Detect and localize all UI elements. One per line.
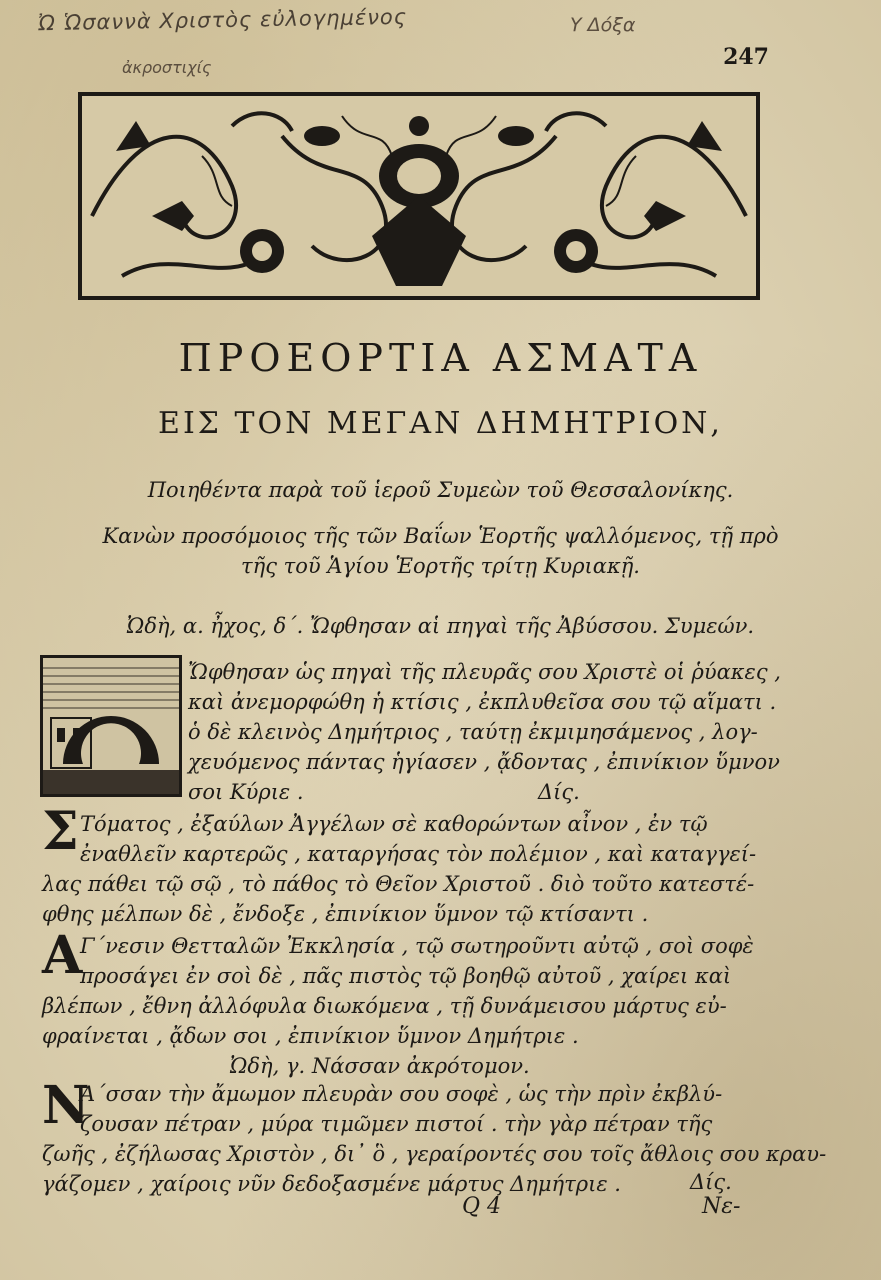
handwritten-annotation-right: Υ Δόξα bbox=[570, 14, 636, 36]
ode1-stanza3-line-2: προσάγει ἐν σοὶ δὲ , πᾶς πιστὸς τῷ βοηθῷ αὐτοῦ , χαίρει καὶ bbox=[80, 964, 732, 988]
ode1-stanza3-line-3: βλέπων , ἔθνη ἀλλόφυλα διωκόμενα , τῇ δυνάμεισου μάρτυς εὐ- bbox=[42, 994, 727, 1018]
intro-line-2: Κανὼν προσόμοιος τῆς τῶν Βαΐων Ἑορτῆς ψαλλόμενος, τῇ πρὸ bbox=[102, 524, 779, 548]
signature-mark: Q 4 bbox=[462, 1194, 502, 1219]
ode1-stanza3-initial: Α bbox=[42, 925, 83, 986]
ode3-stanza1-line-1: Α΄σσαν τὴν ἄμωμον πλευρὰν σου σοφὲ , ὡς τὴν πρὶν ἐκβλύ- bbox=[80, 1082, 723, 1106]
page-title: ΠΡΟΕΟΡΤΙΑ ΑΣΜΑΤΑ bbox=[178, 336, 703, 380]
ode1-stanza2-initial: Σ bbox=[42, 801, 79, 862]
ode1-stanza1-line-2: καὶ ἀνεμορφώθη ἡ κτίσις , ἐκπλυθεῖσα σου τῷ αἵματι . bbox=[188, 690, 777, 714]
drop-cap bbox=[40, 655, 182, 797]
ode3-stanza1-line-4: γάζομεν , χαίροις νῦν δεδοξασμένε μάρτυς Δημήτριε . bbox=[42, 1172, 621, 1196]
ode1-stanza1-line-1: Ὤφθησαν ὡς πηγαὶ τῆς πλευρᾶς σου Χριστὲ οἱ ῥύακες , bbox=[188, 660, 781, 684]
floral-ornament-icon bbox=[82, 96, 756, 296]
ode1-stanza3-line-1: Γ΄νεσιν Θετταλῶν Ἐκκλησία , τῷ σωτηροῦντι αὐτῷ , σοὶ σοφὲ bbox=[80, 934, 754, 958]
ode1-stanza1-line-5: σοι Κύριε . bbox=[188, 780, 304, 804]
intro-line-1: Ποιηθέντα παρὰ τοῦ ἱεροῦ Συμεὼν τοῦ Θεσσαλονίκης. bbox=[147, 478, 734, 502]
ode1-stanza1-line-3: ὁ δὲ κλεινὸς Δημήτριος , ταύτῃ ἐκμιμησάμενος , λογ- bbox=[188, 720, 758, 744]
ode3-stanza1-line-3: ζωῆς , ἐζήλωσας Χριστὸν , δι᾽ ὃ , γεραίροντές σου τοῖς ἄθλοις σου κραυ- bbox=[42, 1142, 827, 1166]
ode1-heading: Ὠδὴ, α. ἦχος, δ΄. Ὤφθησαν αἱ πηγαὶ τῆς Ἀβύσσου. Συμεών. bbox=[126, 614, 755, 638]
intro-line-3: τῆς τοῦ Ἁγίου Ἑορτῆς τρίτῃ Κυριακῇ. bbox=[241, 554, 640, 578]
ode1-stanza2-line-1: Τόματος , ἐξαύλων Ἀγγέλων σὲ καθορώντων αἶνον , ἐν τῷ bbox=[80, 812, 708, 836]
engraved-building-icon bbox=[43, 658, 179, 794]
ode3-stanza1-line-2: ζουσαν πέτραν , μύρα τιμῶμεν πιστοί . τὴν γὰρ πέτραν τῆς bbox=[80, 1112, 713, 1136]
ode3-stanza1-repeat: Δίς. bbox=[690, 1170, 732, 1194]
ode1-stanza2-line-2: ἐναθλεῖν καρτερῶς , καταργήσας τὸν πολέμιον , καὶ καταγγεί- bbox=[80, 842, 757, 866]
decorative-headpiece bbox=[78, 92, 760, 300]
page-subtitle: ΕΙΣ ΤΟΝ ΜΕΓΑΝ ΔΗΜΗΤΡΙΟΝ, bbox=[158, 406, 723, 441]
ode1-stanza1-line-4: χευόμενος πάντας ἡγίασεν , ᾄδοντας , ἐπινίκιον ὕμνον bbox=[188, 750, 780, 774]
ode1-stanza2-line-3: λας πάθει τῷ σῷ , τὸ πάθος τὸ Θεῖον Χριστοῦ . διὸ τοῦτο κατεστέ- bbox=[42, 872, 755, 896]
ode1-stanza1-repeat: Δίς. bbox=[538, 780, 580, 804]
catchword: Νε- bbox=[702, 1194, 741, 1219]
ode3-heading: Ὠδὴ, γ. Νάσσαν ἀκρότομον. bbox=[230, 1054, 530, 1078]
ode1-stanza2-line-4: φθης μέλπων δὲ , ἔνδοξε , ἐπινίκιον ὕμνον τῷ κτίσαντι . bbox=[42, 902, 649, 926]
page-number: 247 bbox=[723, 44, 769, 70]
handwritten-annotation-second: ἀκροστιχίς bbox=[122, 58, 212, 77]
ode1-stanza3-line-4: φραίνεται , ᾄδων σοι , ἐπινίκιον ὕμνον Δημήτριε . bbox=[42, 1024, 579, 1048]
ode3-stanza1-initial: Ν bbox=[42, 1075, 90, 1136]
handwritten-annotation: Ὠ Ὡσαννὰ Χριστὸς εὐλογημένος bbox=[37, 4, 408, 36]
